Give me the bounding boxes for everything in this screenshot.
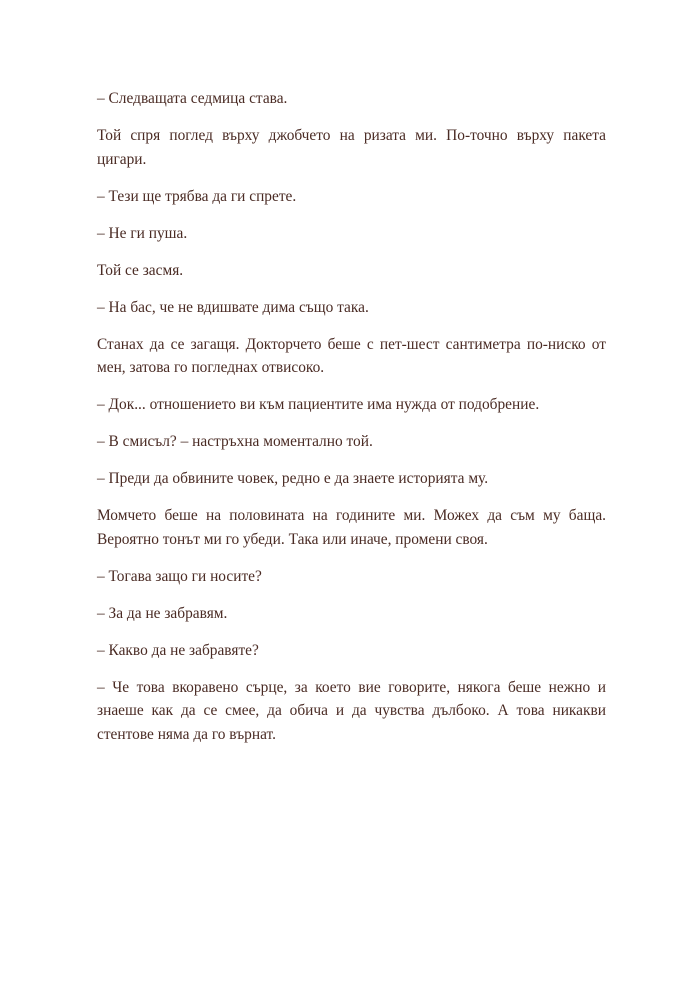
paragraph: – На бас, че не вдишвате дима също така.: [97, 298, 369, 316]
paragraph: – Тогава защо ги носите?: [97, 567, 262, 585]
paragraph: Момчето беше на половината на годините ми. Можех да съм му баща. Вероятно тонът ми го убеди. Така или иначе, промени своя.: [97, 507, 606, 548]
paragraph: Станах да се загащя. Докторчето беше с пет-шест сантиметра по-ниско от мен, затова го погледнах отвисоко.: [97, 335, 606, 376]
paragraph: Той спря поглед върху джобчето на ризата ми. По-точно върху пакета цигари.: [97, 127, 606, 168]
paragraph: Той се засмя.: [97, 261, 184, 279]
document-body: [97, 87, 606, 746]
paragraph: – Не ги пуша.: [97, 224, 188, 242]
paragraph: – Че това вкоравено сърце, за което вие говорите, някога беше нежно и знаеше как да се смее, да обича и да чувства дълбоко. А това никакви стентове няма да го върнат.: [97, 678, 606, 743]
paragraph: – За да не забравям.: [97, 604, 228, 622]
paragraph: – Преди да обвините човек, редно е да знаете историята му.: [97, 470, 489, 487]
paragraph: – В смисъл? – настръхна моментално той.: [97, 433, 373, 450]
paragraph: – Следващата седмица става.: [97, 90, 288, 107]
paragraph: – Какво да не забравяте?: [97, 641, 259, 659]
paragraph: – Док... отношението ви към пациентите има нужда от подобрение.: [97, 396, 540, 413]
paragraph: – Тези ще трябва да ги спрете.: [97, 187, 297, 205]
